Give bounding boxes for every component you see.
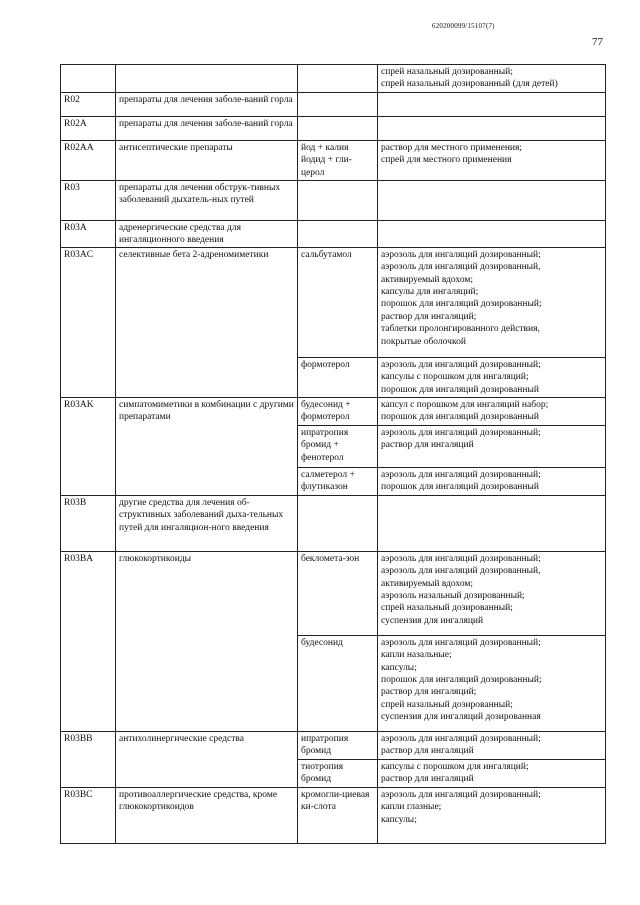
- table-row: [61, 787, 606, 843]
- substance-cell: формотерол: [298, 357, 378, 397]
- dosage-form-line: аэрозоль для ингаляций дозированный;: [381, 469, 541, 480]
- dosage-forms-cell: [378, 495, 606, 551]
- dosage-forms-cell: [378, 635, 606, 731]
- substance-cell: [298, 93, 378, 117]
- dosage-form-line: аэрозоль для ингаляций дозированный;: [381, 427, 541, 438]
- dosage-form-line: аэрозоль для ингаляций дозированный,: [381, 262, 541, 273]
- atc-code-cell: R03AK: [61, 397, 116, 495]
- dosage-forms-cell: [378, 759, 606, 787]
- dosage-form-line: раствор для ингаляций;: [381, 687, 477, 698]
- dosage-form-line: порошок для ингаляций дозированный: [381, 412, 539, 423]
- group-name-cell: препараты для лечения заболе-ваний горла: [116, 117, 298, 141]
- atc-code-cell: [61, 65, 116, 93]
- substance-cell: кромогли-циевая ки-слота: [298, 787, 378, 843]
- group-name-cell: противоаллергические средства, кроме глюкокортикоидов: [116, 787, 298, 843]
- dosage-forms-cell: [378, 247, 606, 357]
- group-name-cell: антихолинергические средства: [116, 731, 298, 787]
- dosage-forms-cell: [378, 467, 606, 495]
- atc-code-cell: R03A: [61, 221, 116, 248]
- group-name-cell: препараты для лечения обструк-тивных заболеваний дыхатель-ных путей: [116, 181, 298, 221]
- dosage-forms-cell: [378, 117, 606, 141]
- dosage-form-line: капсулы;: [381, 662, 417, 673]
- dosage-form-line: порошок для ингаляций дозированный: [381, 384, 539, 395]
- dosage-form-line: аэрозоль для ингаляций дозированный;: [381, 359, 541, 370]
- dosage-forms-cell: [378, 425, 606, 467]
- group-name-cell: другие средства для лечения об-структивных заболеваний дыха-тельных путей для ингаляцион-ного введения: [116, 495, 298, 551]
- dosage-forms-cell: [378, 221, 606, 248]
- substance-cell: ипратропия бромид + фенотерол: [298, 425, 378, 467]
- substance-cell: салметерол + флутиказон: [298, 467, 378, 495]
- table-row: [61, 117, 606, 141]
- dosage-form-line: капсул с порошком для ингаляций набор;: [381, 399, 549, 410]
- group-name-cell: глюкокортикоиды: [116, 551, 298, 731]
- dosage-forms-cell: [378, 397, 606, 425]
- table-row: [61, 93, 606, 117]
- dosage-forms-cell: [378, 731, 606, 759]
- dosage-form-line: аэрозоль для ингаляций дозированный,: [381, 566, 541, 577]
- document-code: 620200099/15107(7): [432, 22, 495, 30]
- dosage-form-line: аэрозоль для ингаляций дозированный;: [381, 553, 541, 564]
- substance-cell: тиотропия бромид: [298, 759, 378, 787]
- dosage-form-line: порошок для ингаляций дозированный;: [381, 299, 542, 310]
- table-row: [61, 731, 606, 759]
- table-row: [61, 551, 606, 635]
- dosage-form-line: раствор для ингаляций;: [381, 311, 477, 322]
- dosage-forms-cell: [378, 551, 606, 635]
- substance-cell: сальбутамол: [298, 247, 378, 357]
- dosage-form-line: таблетки пролонгированного действия,: [381, 324, 540, 335]
- dosage-form-line: спрей назальный дозированный;: [381, 699, 513, 710]
- table-row: [61, 181, 606, 221]
- dosage-form-line: активируемый вдохом;: [381, 578, 474, 589]
- dosage-forms-cell: [378, 65, 606, 93]
- group-name-cell: препараты для лечения заболе-ваний горла: [116, 93, 298, 117]
- dosage-form-line: суспензия для ингаляций: [381, 615, 484, 626]
- substance-cell: йод + калия йодид + гли-церол: [298, 141, 378, 181]
- substance-cell: ипратропия бромид: [298, 731, 378, 759]
- atc-code-cell: R03B: [61, 495, 116, 551]
- group-name-cell: адренергические средства для ингаляционного введения: [116, 221, 298, 248]
- dosage-forms-cell: [378, 357, 606, 397]
- page-number: 77: [592, 36, 603, 48]
- atc-code-cell: R03AC: [61, 247, 116, 397]
- dosage-form-line: спрей для местного применения: [381, 155, 512, 166]
- dosage-form-line: капсулы;: [381, 814, 417, 825]
- dosage-form-line: спрей назальный дозированный;: [381, 603, 513, 614]
- dosage-form-line: раствор для ингаляций: [381, 746, 474, 757]
- dosage-forms-cell: [378, 141, 606, 181]
- dosage-form-line: аэрозоль для ингаляций дозированный;: [381, 789, 541, 800]
- substance-cell: [298, 65, 378, 93]
- dosage-form-line: капли глазные;: [381, 802, 442, 813]
- dosage-form-line: аэрозоль для ингаляций дозированный;: [381, 733, 541, 744]
- dosage-form-line: суспензия для ингаляций дозированная: [381, 712, 541, 723]
- table-row: [61, 141, 606, 181]
- dosage-form-line: аэрозоль для ингаляций дозированный;: [381, 249, 541, 260]
- dosage-form-line: покрытые оболочкой: [381, 336, 466, 347]
- substance-cell: будесонид: [298, 635, 378, 731]
- dosage-form-line: порошок для ингаляций дозированный: [381, 482, 539, 493]
- dosage-form-line: спрей назальный дозированный;: [381, 67, 513, 77]
- substance-cell: [298, 221, 378, 248]
- dosage-form-line: капли назальные;: [381, 650, 452, 661]
- dosage-form-line: аэрозоль назальный дозированный;: [381, 591, 525, 602]
- dosage-form-line: аэрозоль для ингаляций дозированный;: [381, 637, 541, 648]
- table-row: [61, 495, 606, 551]
- dosage-form-line: капсулы для ингаляций;: [381, 287, 479, 298]
- drug-table: [60, 64, 606, 844]
- atc-code-cell: R03BA: [61, 551, 116, 731]
- atc-code-cell: R02: [61, 93, 116, 117]
- substance-cell: [298, 181, 378, 221]
- dosage-form-line: раствор для ингаляций: [381, 774, 474, 785]
- dosage-form-line: спрей назальный дозированный (для детей): [381, 79, 558, 90]
- dosage-forms-cell: [378, 787, 606, 843]
- table-row: [61, 221, 606, 248]
- atc-code-cell: R03: [61, 181, 116, 221]
- substance-cell: будесонид + формотерол: [298, 397, 378, 425]
- dosage-forms-cell: [378, 181, 606, 221]
- dosage-form-line: капсулы с порошком для ингаляций;: [381, 761, 529, 772]
- atc-code-cell: R03BC: [61, 787, 116, 843]
- table-row: [61, 247, 606, 357]
- dosage-form-line: раствор для местного применения;: [381, 143, 523, 153]
- substance-cell: [298, 117, 378, 141]
- dosage-form-line: раствор для ингаляций: [381, 440, 474, 451]
- group-name-cell: антисептические препараты: [116, 141, 298, 181]
- substance-cell: [298, 495, 378, 551]
- substance-cell: бекломета-зон: [298, 551, 378, 635]
- dosage-form-line: капсулы с порошком для ингаляций;: [381, 372, 529, 383]
- group-name-cell: селективные бета 2-адреномиметики: [116, 247, 298, 397]
- table-row: [61, 397, 606, 425]
- atc-code-cell: R03BB: [61, 731, 116, 787]
- dosage-forms-cell: [378, 93, 606, 117]
- atc-code-cell: R02AA: [61, 141, 116, 181]
- group-name-cell: симпатомиметики в комбинации с другими препаратами: [116, 397, 298, 495]
- dosage-form-line: активируемый вдохом;: [381, 274, 474, 285]
- group-name-cell: [116, 65, 298, 93]
- atc-code-cell: R02A: [61, 117, 116, 141]
- dosage-form-line: порошок для ингаляций дозированный;: [381, 675, 542, 686]
- table-row: [61, 65, 606, 93]
